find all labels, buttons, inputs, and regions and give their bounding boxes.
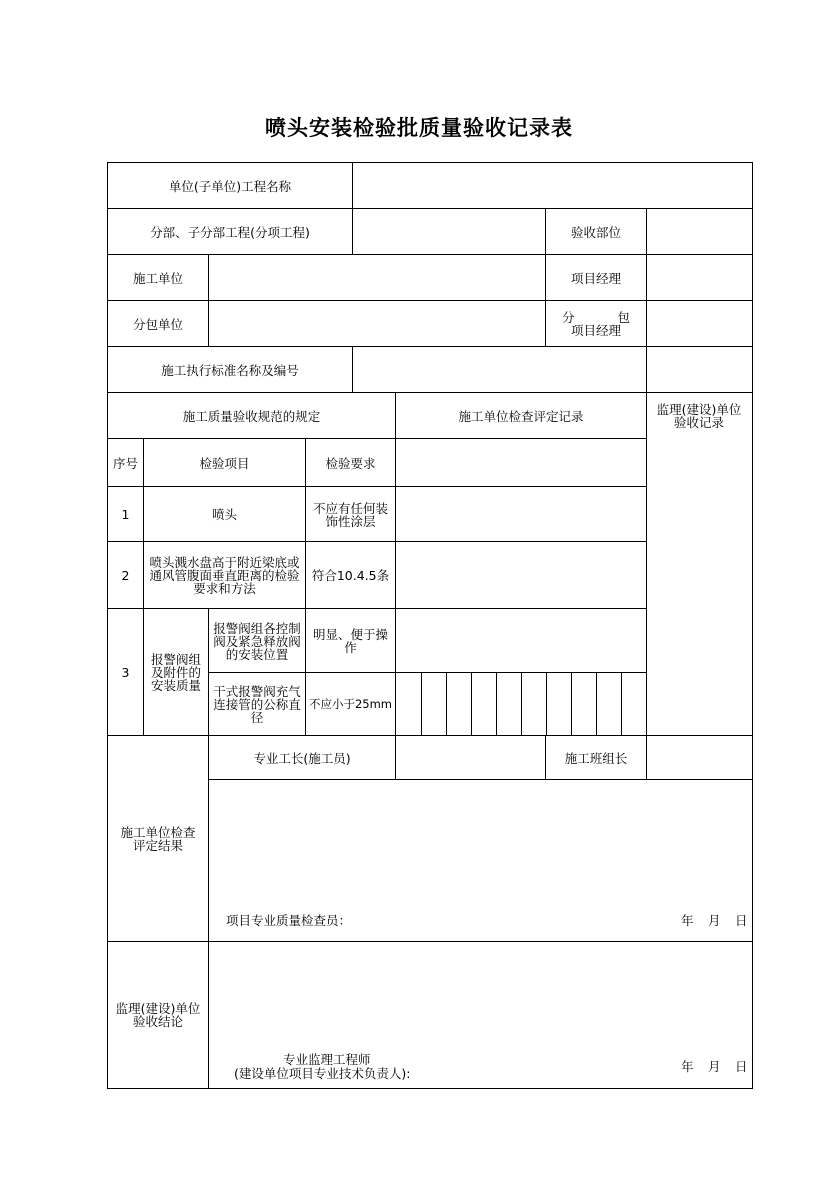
conclusion-date-year: 年 xyxy=(681,1059,694,1074)
subcontract-pm-label: 分 包 项目经理 xyxy=(562,310,630,338)
grid-line-v xyxy=(621,672,622,736)
result-date-year: 年 xyxy=(681,913,694,928)
subproject-value[interactable] xyxy=(353,209,545,255)
grid-line-v xyxy=(752,162,753,1089)
standard-label: 施工执行标准名称及编号 xyxy=(161,362,299,378)
grid-line-v xyxy=(421,672,422,736)
spec-header: 施工质量验收规范的规定 xyxy=(182,408,321,424)
subproject-label: 分部、子分部工程(分项工程) xyxy=(150,224,310,240)
supervision-header: 监理(建设)单位 验收记录 xyxy=(656,402,742,430)
grid-line-h xyxy=(107,1088,753,1089)
inspector-label: 项目专业质量检查员： xyxy=(226,913,352,928)
item-1-record[interactable] xyxy=(396,487,646,542)
item-3-sub1-record[interactable] xyxy=(396,609,646,673)
engineer-label-line2: (建设单位项目专业技术负责人): xyxy=(234,1066,411,1081)
acceptance-part-label: 验收部位 xyxy=(570,224,621,240)
item-3-group: 报警阀组 及附件的 安装质量 xyxy=(150,652,201,693)
item-2-record[interactable] xyxy=(396,542,646,609)
project-name-label: 单位(子单位)工程名称 xyxy=(168,178,292,194)
grid-line-v xyxy=(521,672,522,736)
item-2-requirement: 符合10.4.5条 xyxy=(311,568,390,583)
conclusion-date-month: 月 xyxy=(708,1059,721,1074)
construction-unit-value[interactable] xyxy=(209,255,545,301)
foreman-label: 专业工长(施工员) xyxy=(253,750,351,766)
col-item: 检验项目 xyxy=(199,455,250,471)
grid-line-v xyxy=(596,672,597,736)
result-date-day: 日 xyxy=(735,913,748,928)
subcontract-unit-value[interactable] xyxy=(209,301,545,347)
item-3-sub2-requirement: 不应小于25mm xyxy=(308,697,393,711)
project-name-value[interactable] xyxy=(353,163,751,209)
grid-line-v xyxy=(446,672,447,736)
check-record-header: 施工单位检查评定记录 xyxy=(458,408,584,424)
engineer-label-line1: 专业监理工程师 xyxy=(283,1052,371,1067)
item-1-name: 喷头 xyxy=(211,507,237,522)
grid-line-v xyxy=(496,672,497,736)
item-1-requirement: 不应有任何装 饰性涂层 xyxy=(312,500,388,529)
project-manager-value[interactable] xyxy=(647,255,751,301)
subcontract-unit-label: 分包单位 xyxy=(132,316,183,332)
grid-line-v xyxy=(471,672,472,736)
grid-line-v xyxy=(546,672,547,736)
subcontract-pm-value[interactable] xyxy=(647,301,751,347)
conclusion-date-day: 日 xyxy=(735,1059,748,1074)
construction-unit-label: 施工单位 xyxy=(132,270,183,286)
page-title: 喷头安装检验批质量验收记录表 xyxy=(265,116,573,140)
project-manager-label: 项目经理 xyxy=(570,270,621,286)
item-3-no: 3 xyxy=(121,665,130,680)
acceptance-part-value[interactable] xyxy=(647,209,751,255)
item-1-no: 1 xyxy=(121,507,130,522)
grid-line-v xyxy=(571,672,572,736)
col-no: 序号 xyxy=(112,455,138,471)
supervision-record-cell[interactable] xyxy=(647,439,751,736)
team-leader-value[interactable] xyxy=(647,736,751,780)
col-requirement: 检验要求 xyxy=(325,455,376,471)
grid-line-v xyxy=(208,735,209,1089)
conclusion-label: 监理(建设)单位 验收结论 xyxy=(115,1001,201,1029)
item-2-name: 喷头溅水盘高于附近梁底或 通风管腹面垂直距离的检验 要求和方法 xyxy=(149,555,300,596)
standard-value[interactable] xyxy=(353,347,751,393)
item-3-sub1-name: 报警阀组各控制 阀及紧急释放阀 的安装位置 xyxy=(213,620,301,662)
team-leader-label: 施工班组长 xyxy=(564,750,628,766)
item-2-no: 2 xyxy=(121,568,130,583)
result-date-month: 月 xyxy=(708,913,721,928)
foreman-value[interactable] xyxy=(396,736,546,780)
result-label: 施工单位检查 评定结果 xyxy=(120,825,196,853)
item-3-sub2-name: 干式报警阀充气 连接管的公称直 径 xyxy=(213,684,301,725)
item-3-sub1-requirement: 明显、便于操 作 xyxy=(312,627,388,655)
